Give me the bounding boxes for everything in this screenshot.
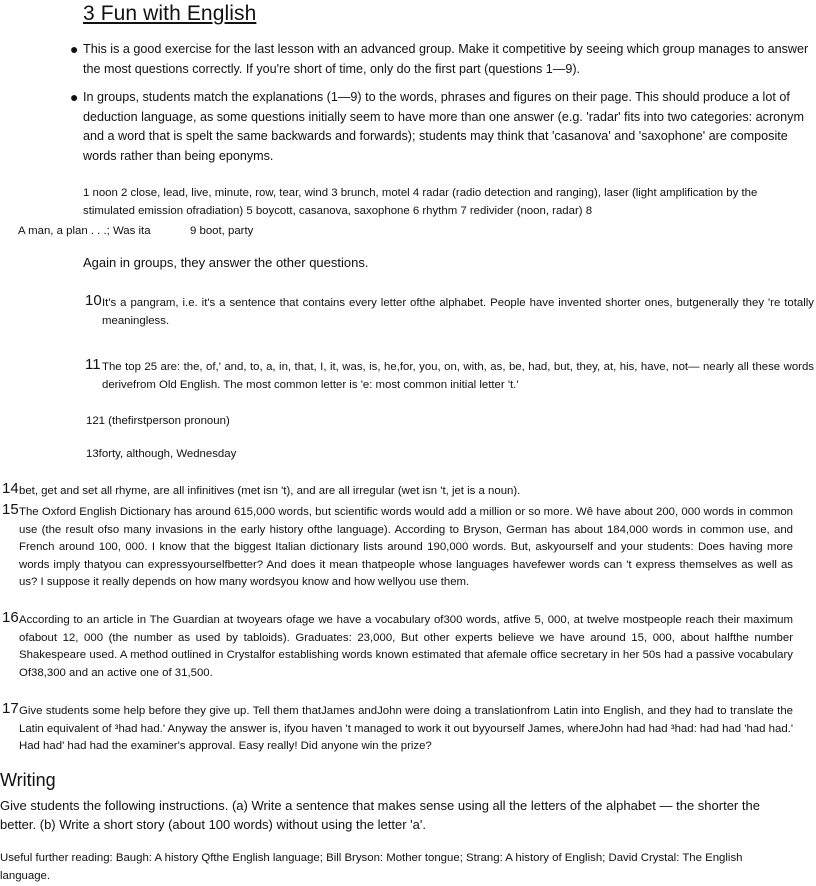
answers-line-a: A man, a plan . . .; Was ita — [18, 225, 151, 237]
item-number: 16 — [2, 609, 19, 626]
bullet-paragraph — [70, 40, 810, 80]
answer-line-13: 13forty, although, Wednesday — [86, 448, 237, 460]
writing-heading: Writing — [0, 770, 56, 790]
item-text: The top 25 are: the, of,' and, to, a, in, that, I, it, was, is, he,for, you, on, with, as, be, had, but, they, at, his, have, not— nearly all these words derivefrom Old English. The most common letter is 'e: most common initial letter 't.' — [102, 361, 814, 391]
item-text: bet, get and set all rhyme, are all infinitives (met isn 't), and are all irregular (wet isn 't, jet is a noun). — [19, 485, 521, 497]
answers-line-b: 9 boot, party — [190, 225, 254, 237]
further-reading: Useful further reading: Baugh: A history Qfthe English language; Bill Bryson: Mother tongue; Strang: A history of English; David Crystal: The English language. — [0, 852, 743, 882]
bullet-text: In groups, students match the explanations (1—9) to the words, phrases and figures on their page. This should produce a lot of deduction language, as some questions initially seem to have more than one answer (e.g. 'radar' fits into two categories: acronym and a word that is spelt the same backwards and forwards); students may think that 'casanova' and 'saxophone' are composite words rather than being eponyms. — [83, 90, 804, 163]
item-number: 17 — [2, 700, 19, 717]
item-text: Give students some help before they give up. Tell them thatJames andJohn were doing a translationfrom Latin into English, and they had to translate the Latin equivalent of ³had had.' Anyway the answer is, ifyou haven 't managed to work it out byyourself James, whereJohn had had ³had: had had 'had had.' Had had' had had the examiner's approval. Easy really! Did anyone win the prize? — [19, 705, 793, 752]
item-text: It's a pangram, i.e. it's a sentence that contains every letter ofthe alphabet. People have invented shorter ones, butgenerally they 're totally meaningless. — [102, 297, 814, 327]
answers-block: 1 noon 2 close, lead, live, minute, row, tear, wind 3 brunch, motel 4 radar (radio detection and ranging), laser (light amplification by the stimulated emission ofradiation) 5 boycott, casanova, saxophone 6 rhythm 7 redivider (noon, radar) 8 — [83, 187, 758, 217]
item-number: 11 — [85, 356, 101, 373]
item-number: 10 — [85, 292, 102, 309]
section-title: 3 Fun with English — [83, 2, 257, 25]
writing-instructions: Give students the following instructions. (a) Write a sentence that makes sense using all the letters of the alphabet — the shorter the better. (b) Write a short story (about 100 words) without using the letter 'a'. — [0, 798, 760, 832]
answer-line-12: 121 (thefirstperson pronoun) — [86, 415, 230, 427]
bullet-icon: ● — [70, 41, 79, 57]
item-text: The Oxford English Dictionary has around 615,000 words, but scientific words would add a million or so more. Wê have about 200, 000 words in common use (the result ofso many invasions in the early history ofthe language). According to Bryson, German has about 184,000 words in common use, and French around 100, 000. I know that the biggest Italian dictionary lists around 190,000 words. But, askyourself and your students: Does having more words imply thatyou can expressyourselfbetter? And does it mean thatpeople whose languages havefewer words can 't express themselves as well as us? I suppose it really depends on how many wordsyou know and how wellyou use them. — [19, 506, 793, 588]
item-number: 14 — [2, 480, 19, 497]
item-number: 15 — [2, 501, 19, 518]
answer-item — [85, 292, 816, 335]
item-text: According to an article in The Guardian at twoyears ofage we have a vocabulary of300 words, atfive 5, 000, at twelve mostpeople reach their maximum ofabout 12, 000 (the number as used by tabloids). Graduates: 23,000, But other experts believe we have around 15, 000, about halfthe number Shakespeare used. A method outlined in Crystalfor establishing words known estimated that afemale office secretary in her 50s had a passive vocabulary Of38,300 and an active one of 31,500. — [19, 614, 793, 679]
answer-item — [2, 501, 814, 592]
bullet-text: This is a good exercise for the last lesson with an advanced group. Make it competitive by seeing which group manages to answer the most questions correctly. If you're short of time, only do the first part (questions 1—9). — [83, 42, 809, 76]
again-text: Again in groups, they answer the other questions. — [83, 255, 369, 270]
answer-item — [2, 700, 814, 757]
answer-item — [2, 480, 814, 503]
answer-item — [85, 356, 816, 399]
answer-item — [2, 609, 814, 682]
bullet-paragraph — [70, 88, 810, 168]
bullet-icon: ● — [70, 89, 79, 105]
